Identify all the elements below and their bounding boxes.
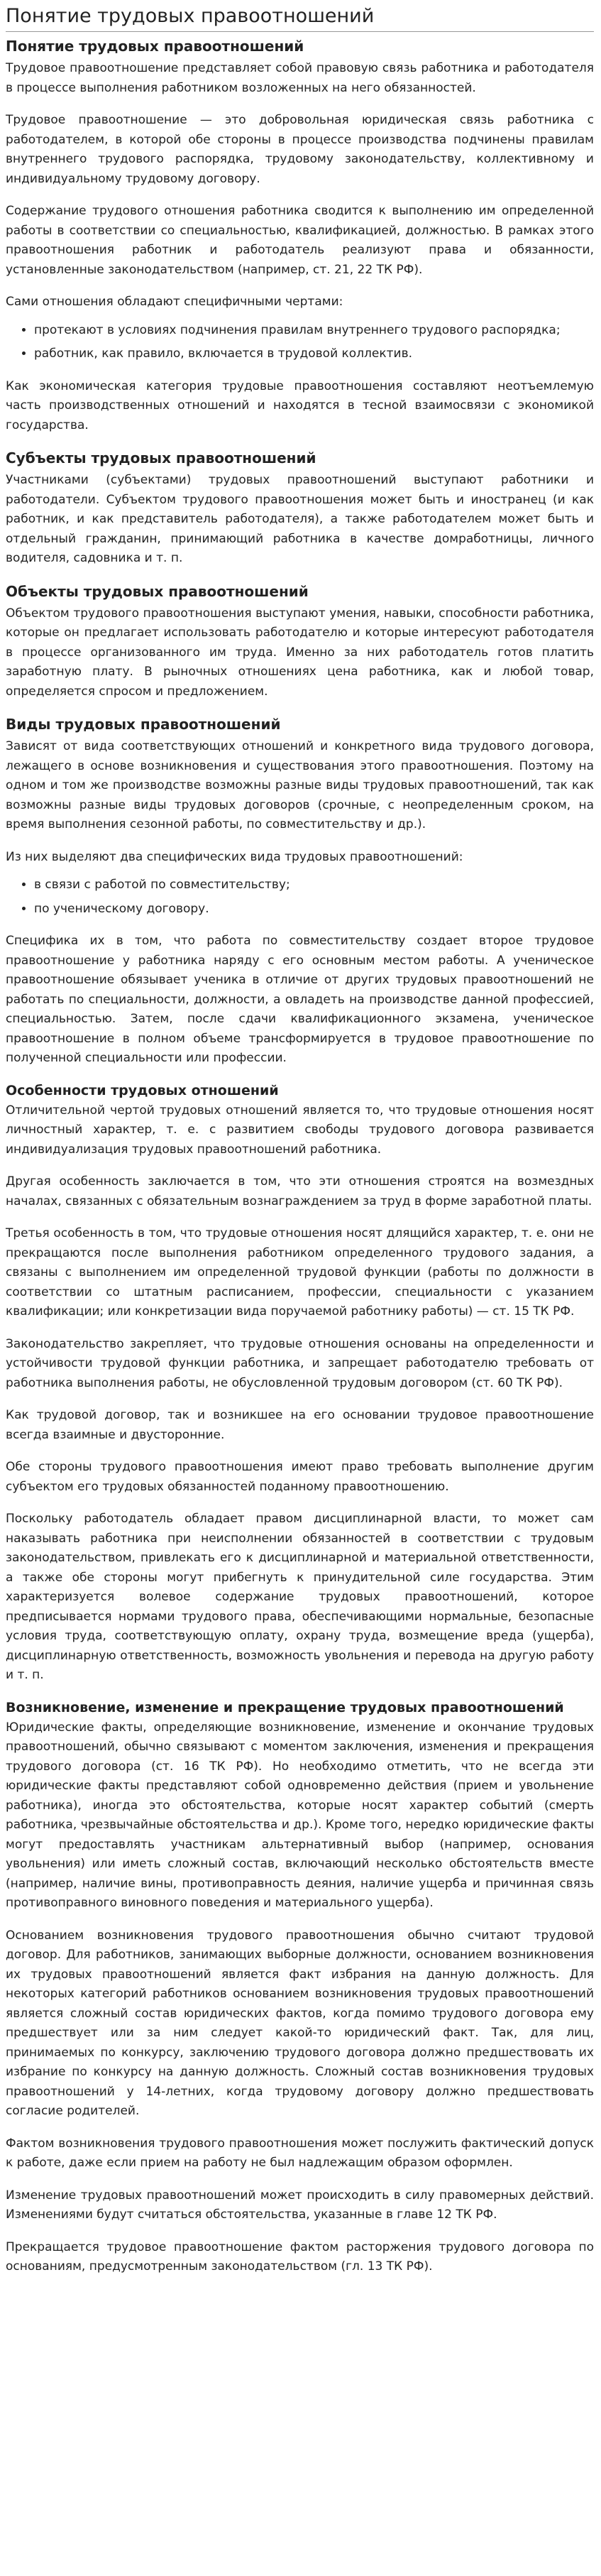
- paragraph: Из них выделяют два специфических вида трудовых правоотношений:: [6, 849, 463, 864]
- list-item: • работник, как правило, включается в трудовой коллектив.: [34, 344, 594, 364]
- features-list: [6, 321, 594, 364]
- paragraph: Прекращается трудовое правоотношение фактом расторжения трудового договора по основаниям, предусмотренным законодательством (гл. 13 ТК РФ).: [6, 2239, 594, 2274]
- paragraph: Отличительной чертой трудовых отношений является то, что трудовые отношения носят личностный характер, т. е. с развитием свободы трудового договора развивается индивидуализация трудовых правоотношений работника.: [6, 1103, 594, 1157]
- list-item: • в связи с работой по совместительству;: [34, 875, 594, 895]
- paragraph: Законодательство закрепляет, что трудовые отношения основаны на определенности и устойчивости трудовой функции работника, и запрещает работодателю требовать от работника выполнения работы, не обусловленной трудовым договором (ст. 60 ТК РФ).: [6, 1336, 594, 1390]
- section-heading-features: Особенности трудовых отношений: [6, 1082, 279, 1098]
- list-item: • протекают в условиях подчинения правилам внутреннего трудового распорядка;: [34, 321, 594, 341]
- paragraph: Другая особенность заключается в том, что эти отношения строятся на возмездных началах, связанных с обязательным вознаграждением за труд в форме заработной платы.: [6, 1174, 594, 1208]
- paragraph: Как экономическая категория трудовые правоотношения составляют неотъемлемую часть производственных отношений и находятся в тесной взаимосвязи с экономикой государства.: [6, 378, 594, 432]
- paragraph: Сами отношения обладают специфичными чертами:: [6, 295, 343, 309]
- paragraph: Как трудовой договор, так и возникшее на его основании трудовое правоотношение всегда взаимные и двусторонние.: [6, 1408, 594, 1442]
- paragraph: Третья особенность в том, что трудовые отношения носят длящийся характер, т. е. они не прекращаются после выполнения работником определенного трудового задания, а связаны с выполнением им определенной трудовой функции (работы по должности в соответствии со штатным расписанием, профессии, специальности с указанием квалификации; или конкретизации вида поручаемой работнику работы) — ст. 15 ТК РФ.: [6, 1226, 594, 1319]
- paragraph: Юридические факты, определяющие возникновение, изменение и окончание трудовых правоотношений, обычно связывают с моментом заключения, изменения и прекращения трудового договора (ст. 16 ТК РФ). Но необходимо отметить, что не всегда эти юридические факты представляют собой одновременно действия (прием и увольнение работника), иногда это обстоятельства, которые носят характер событий (смерть работника, чрезвычайные обстоятельства и др.). Кроме того, нередко юридические факты могут предоставлять участникам альтернативный выбор (например, основания увольнения) или иметь сложный состав, включающий несколько обстоятельств вместе (например, наличие вины, противоправность деяния, наличие ущерба и причинная связь противоправного виновного поведения и материального ущерба).: [6, 1720, 594, 1910]
- section-heading-concept: Понятие трудовых правоотношений: [6, 38, 304, 55]
- section-heading-subjects: Субъекты трудовых правоотношений: [6, 449, 316, 466]
- paragraph: Поскольку работодатель обладает правом дисциплинарной власти, то может сам наказывать работника при неисполнении обязанностей в соответствии с трудовым законодательством, привлекать его к дисциплинарной и материальной ответственности, а также обе стороны могут прибегнуть к принудительной силе государства. Этим характеризуется волевое содержание трудовых правоотношений, которое предписывается нормами трудового права, обеспечивающими нормальные, безопасные условия труда, соответствующую оплату, охрану труда, возмещение вреда (ущерба), дисциплинарную ответственность, возможность увольнения и перевода на другую работу и т. п.: [6, 1512, 594, 1682]
- paragraph: Основанием возникновения трудового правоотношения обычно считают трудовой договор. Для работников, занимающих выборные должности, основанием возникновения их трудовых правоотношений является факт избрания на данную должность. Для некоторых категорий работников основанием возникновения трудовых правоотношений является сложный состав юридических фактов, когда помимо трудового договора ему предшествует или за ним следует какой-то юридический факт. Так, для лиц, принимаемых по конкурсу, заключению трудового договора должно предшествовать их избрание по конкурсу на данную должность. Сложный состав возникновения трудовых правоотношений у 14-летних, когда трудовому договору должно предшествовать согласие родителей.: [6, 1928, 594, 2118]
- title-divider: [6, 31, 594, 32]
- types-list: [6, 875, 594, 919]
- paragraph: Изменение трудовых правоотношений может происходить в силу правомерных действий. Изменениями будут считаться обстоятельства, указанные в главе 12 ТК РФ.: [6, 2188, 594, 2222]
- paragraph: Содержание трудового отношения работника сводится к выполнению им определенной работы в соответствии со специальностью, квалификацией, должностью. В рамках этого правоотношения работник и работодатель реализуют права и обязанности, установленные законодательством (например, ст. 21, 22 ТК РФ).: [6, 204, 594, 277]
- section-heading-lifecycle: Возникновение, изменение и прекращение трудовых правоотношений: [6, 1699, 564, 1715]
- paragraph: Трудовое правоотношение — это добровольная юридическая связь работника с работодателем, в которой обе стороны в процессе производства подчинены правилам внутреннего трудового распорядка, трудовому законодательству, коллективному и индивидуальному трудовому договору.: [6, 113, 594, 186]
- paragraph: Обе стороны трудового правоотношения имеют право требовать выполнение другим субъектом его трудовых обязанностей поданному правоотношению.: [6, 1460, 594, 1494]
- paragraph: Фактом возникновения трудового правоотношения может послужить фактический допуск к работе, даже если прием на работу не был надлежащим образом оформлен.: [6, 2136, 594, 2170]
- section-heading-types: Виды трудовых правоотношений: [6, 716, 281, 733]
- paragraph: Участниками (субъектами) трудовых правоотношений выступают работники и работодатели. Субъектом трудового правоотношения может быть и иностранец (и как работник, и как представитель работодателя), а также работодателем может быть и отдельный гражданин, принимающий работника в качестве домработницы, личного водителя, садовника и т. п.: [6, 473, 594, 565]
- paragraph: Зависят от вида соответствующих отношений и конкретного вида трудового договора, лежащего в основе возникновения и существования этого правоотношения. Поэтому на одном и том же производстве возможны разные виды трудовых правоотношений, так как возможны разные виды трудовых договоров (срочные, с неопределенным сроком, на время выполнения сезонной работы, по совместительству и др.).: [6, 739, 594, 831]
- paragraph: Трудовое правоотношение представляет собой правовую связь работника и работодателя в процессе выполнения работником возложенных на него обязанностей.: [6, 61, 594, 95]
- section-heading-objects: Объекты трудовых правоотношений: [6, 582, 309, 600]
- page-title: Понятие трудовых правоотношений: [6, 5, 375, 27]
- list-item: • по ученическому договору.: [34, 900, 594, 919]
- paragraph: Объектом трудового правоотношения выступают умения, навыки, способности работника, которые он предлагает использовать работодателю и которые интересуют работодателя в процессе организованного им труда. Именно за них работодатель готов платить заработную плату. В рыночных отношениях цена работника, как и любой товар, определяется спросом и предложением.: [6, 606, 594, 699]
- paragraph: Специфика их в том, что работа по совместительству создает второе трудовое правоотношение у работника наряду с его основным местом работы. А ученическое правоотношение обязывает ученика в отличие от других трудовых правоотношений не работать по специальности, должности, а овладеть на производстве данной профессией, специальностью. Затем, после сдачи квалификационного экзамена, ученическое правоотношение в полном объеме трансформируется в трудовое правоотношение по полученной специальности или профессии.: [6, 934, 594, 1065]
